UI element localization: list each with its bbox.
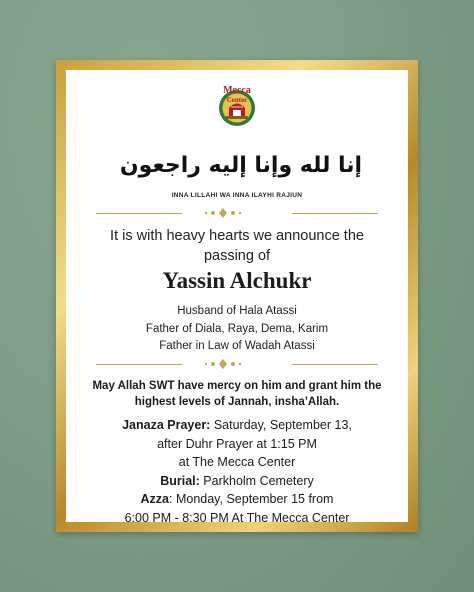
- burial-line: Burial: Parkholm Cemetery: [160, 473, 314, 488]
- announcement-intro: It is with heavy hearts we announce the passing of: [110, 228, 364, 264]
- burial-label: Burial:: [160, 473, 200, 488]
- gold-frame: [56, 60, 418, 532]
- janaza-location: at The Mecca Center: [178, 455, 296, 469]
- family-relations: [66, 303, 408, 356]
- announcement-card: [66, 70, 408, 525]
- service-details: [76, 416, 398, 527]
- azza-time: 6:00 PM - 8:30 PM At The Mecca Center: [124, 510, 350, 525]
- mecca-center-logo: [214, 82, 260, 128]
- janaza-label: Janaza Prayer:: [122, 418, 211, 432]
- azza-label: Azza: [140, 492, 170, 506]
- transliteration: INNA LILLAHI WA INNA ILAYHI RAJIUN: [171, 192, 303, 199]
- deceased-name: Yassin Alchukr: [162, 268, 312, 293]
- relation-line: Father in Law of Wadah Atassi: [159, 340, 315, 352]
- arabic-calligraphy: [119, 136, 363, 186]
- relation-line: Father of Diala, Raya, Dema, Karim: [145, 322, 329, 335]
- ornament-divider-top: [96, 210, 378, 218]
- ornament-icon: [200, 358, 246, 370]
- ornament-icon: [200, 207, 246, 219]
- janaza-time: after Duhr Prayer at 1:15 PM: [157, 436, 317, 451]
- dua-text: May Allah SWT have mercy on him and grant him the highest levels of Jannah, insha’Allah.: [92, 380, 382, 408]
- janaza-line: Janaza Prayer: Saturday, September 13,: [122, 418, 352, 432]
- ornament-divider-bottom: [96, 361, 378, 369]
- logo-wordmark: Mecca Center: [223, 85, 251, 104]
- azza-line: Azza: Monday, September 15 from: [140, 492, 334, 506]
- svg-text:إنا لله وإنا إليه راجعون: إنا لله وإنا إليه راجعون: [119, 153, 363, 178]
- relation-line: Husband of Hala Atassi: [177, 305, 297, 317]
